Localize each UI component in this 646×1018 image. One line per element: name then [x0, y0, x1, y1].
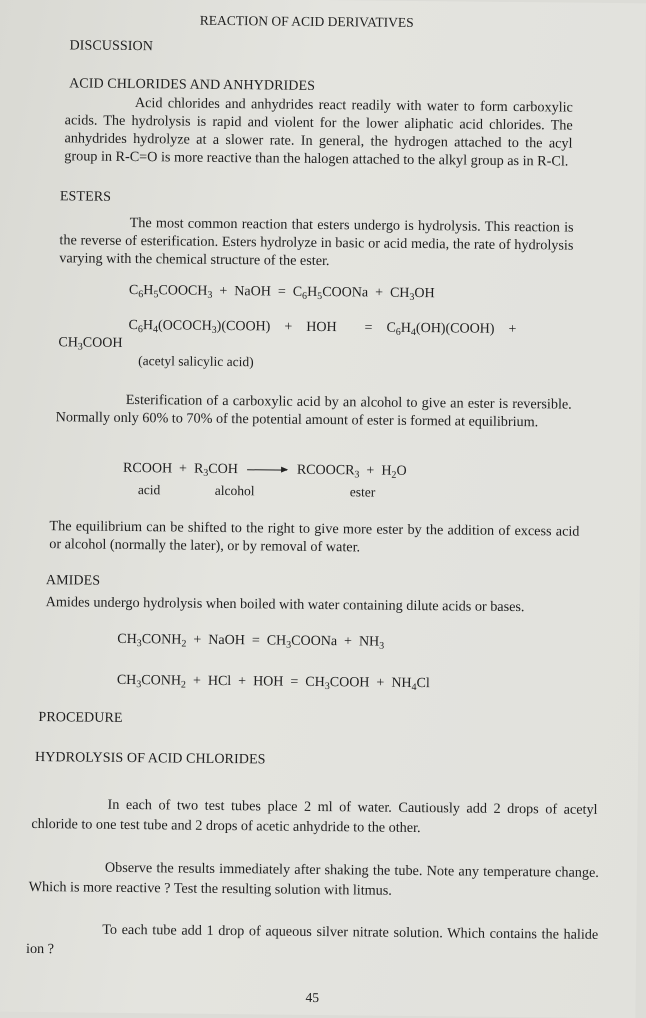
discussion-heading: DISCUSSION [69, 38, 154, 55]
procedure-step-3: To each tube add 1 drop of aqueous silver nitrate solution. Which contains the halide ion ? [25, 921, 599, 958]
label-ester: ester [349, 484, 376, 500]
esters-paragraph-1: The most common reaction that esters undergo is hydrolysis. This reaction is the reverse of esterification. Esters hydrolyze in basic or acid media, the rate of hydrolysis varying with the chemical structure of the ester. [59, 214, 574, 270]
amides-heading: AMIDES [45, 573, 101, 589]
procedure-heading: PROCEDURE [38, 710, 123, 726]
esters-heading: ESTERS [59, 189, 112, 205]
ester-equation-1: $C_6H_5COOCH_3$ + NaOH = $C_6H_5COONa + CH_3OH$ [128, 282, 435, 303]
reaction-arrow-icon [247, 470, 287, 471]
amides-paragraph: Amides undergo hydrolysis when boiled with water containing dilute acids or bases. [45, 594, 525, 616]
page-number: 45 [305, 989, 320, 1006]
esterification-equation: RCOOH + $R_3COH$ $RCOOCR_3 + H_2O$ [123, 460, 407, 481]
procedure-step-2: Observe the results immediately after shaking the tube. Note any temperature change. Which is more reactive ? Test the resulting solution with litmus. [28, 859, 599, 899]
esters-paragraph-3: The equilibrium can be shifted to the right to give more ester by the addition of excess acid or alcohol (normally the later), or by removal of water. [49, 518, 580, 556]
amide-equation-2: $CH_3CONH_2$ + HCl + HOH = $CH_3COOH + NH_4Cl$ [116, 672, 430, 694]
ester-equation-2-cont: $CH_3COOH$ [58, 335, 123, 353]
acetyl-salicylic-acid-label: (acetyl salicylic acid) [138, 353, 254, 370]
label-alcohol: alcohol [214, 482, 255, 499]
acid-chlorides-paragraph: Acid chlorides and anhydrides react readily with water to form carboxylic acids. The hydrolysis is rapid and violent for the lower aliphatic acid chlorides. The anhydrides hydrolyze at a slower rate. In general, the hydrogen attached to the acyl group in R-C=O is more reactive than the halogen attached to the alkyl group as in R-Cl. [64, 95, 573, 170]
procedure-step-1: In each of two test tubes place 2 ml of water. Cautiously add 2 drops of acetyl chloride to one test tube and 2 drops of acetic anhydride to the other. [31, 796, 598, 837]
label-acid: acid [137, 482, 161, 498]
ester-equation-2: $C_6H_4(OCOCH_3)(COOH)$ + HOH = $C_6H_4(OH)(COOH)$ + [128, 317, 517, 338]
hydrolysis-subheading: HYDROLYSIS OF ACID CHLORIDES [34, 750, 266, 768]
acid-chlorides-heading: ACID CHLORIDES AND ANHYDRIDES [69, 76, 316, 94]
page-title: REACTION OF ACID DERIVATIVES [199, 12, 414, 30]
esters-paragraph-2: Esterification of a carboxylic acid by an alcohol to give an ester is reversible. Normally only 60% to 70% of the potential amount of ester is formed at equilibrium. [55, 391, 572, 431]
amide-equation-1: $CH_3CONH_2$ + NaOH = $CH_3COONa + NH_3$ [117, 631, 385, 652]
